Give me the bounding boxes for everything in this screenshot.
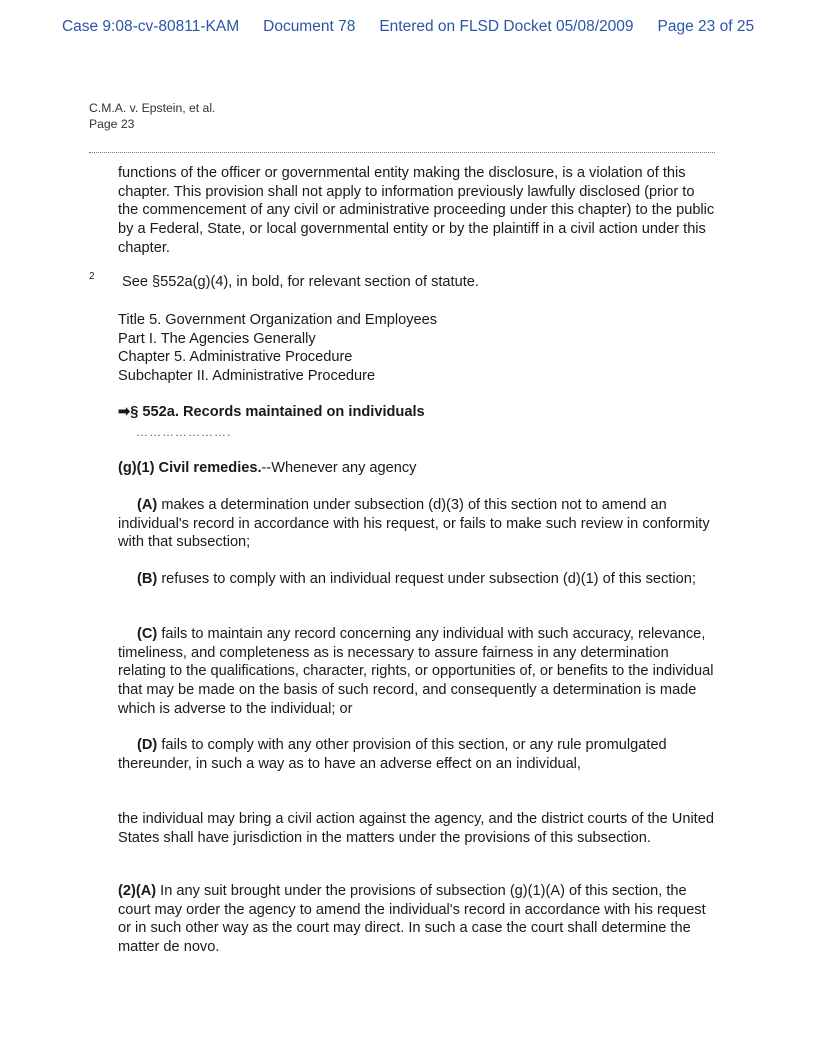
item-a [118,496,716,552]
continued-footnote [118,164,716,258]
ellipsis: …………………. [136,425,232,439]
item-d-label: (D) [137,737,158,753]
item-d [118,736,716,773]
conclusion [118,810,716,847]
item-a-text: makes a determination under subsection (d)(3) of this section not to amend an individual's record in accordance with his request, or fails to make such review in conformity with that subsection; [118,497,710,551]
subsection-g2 [118,882,716,957]
item-c-label: (C) [137,626,158,642]
footnote-separator [89,152,715,153]
statute-path [118,311,437,386]
item-b-label: (B) [137,571,158,587]
footnote-number: 2 [89,271,95,282]
caption-title: C.M.A. v. Epstein, et al. [89,101,216,115]
document-number: Document 78 [263,18,356,35]
case-number: Case 9:08-cv-80811-KAM [61,18,240,35]
item-a-label: (A) [137,497,158,513]
item-d-text: fails to comply with any other provision of this section, or any rule promulgated thereunder, in such a way as to have an adverse effect on an individual, [118,737,667,772]
g1-label: (g)(1) Civil remedies. [118,460,262,476]
docket-stamp [0,18,816,36]
case-caption [89,100,215,132]
g2-label: (2)(A) [118,883,157,899]
section-heading: ➡§ 552a. Records maintained on individuals [118,404,425,420]
item-c [118,625,716,719]
conclusion-text: the individual may bring a civil action against the agency, and the district courts of the United States shall have jurisdiction in the matters under the provisions of this subsection. [118,811,714,846]
statute-title: Title 5. Government Organization and Employees [118,312,438,328]
statute-subchapter: Subchapter II. Administrative Procedure [118,368,376,385]
g2-text: In any suit brought under the provisions of subsection (g)(1)(A) of this section, the court may order the agency to amend the individual's record in accordance with his request or in such other way as the court may direct. In such a case the court shall determine the matter de novo. [118,883,706,956]
item-b-text: refuses to comply with an individual request under subsection (d)(1) of this section; [157,571,696,587]
page-count: Page 23 of 25 [657,18,755,35]
docket-entry-date: Entered on FLSD Docket 05/08/2009 [379,18,634,35]
statute-chapter: Chapter 5. Administrative Procedure [118,349,353,366]
caption-page: Page 23 [89,117,135,131]
g1-text: --Whenever any agency [261,460,417,476]
continued-paragraph: functions of the officer or governmental entity making the disclosure, is a violation of this chapter. This provision shall not apply to information previously lawfully disclosed (prior to the commencement of any civil or administrative proceeding under this chapter) to the public by a Federal, State, or local governmental entity or by the plaintiff in a civil action under this chapter. [118,165,715,256]
subsection-g1 [118,459,716,478]
statute-part: Part I. The Agencies Generally [118,330,316,347]
item-b [118,570,716,589]
footnote-text: See §552a(g)(4), in bold, for relevant section of statute. [122,274,479,290]
item-c-text: fails to maintain any record concerning any individual with such accuracy, relevance, timeliness, and completeness as is necessary to assure fairness in any determination relating to the qualifications, character, rights, or opportunities of, or benefits to the individual that may be made on the basis of such record, and consequently a determination is made which is adverse to the individual; or [118,626,714,717]
